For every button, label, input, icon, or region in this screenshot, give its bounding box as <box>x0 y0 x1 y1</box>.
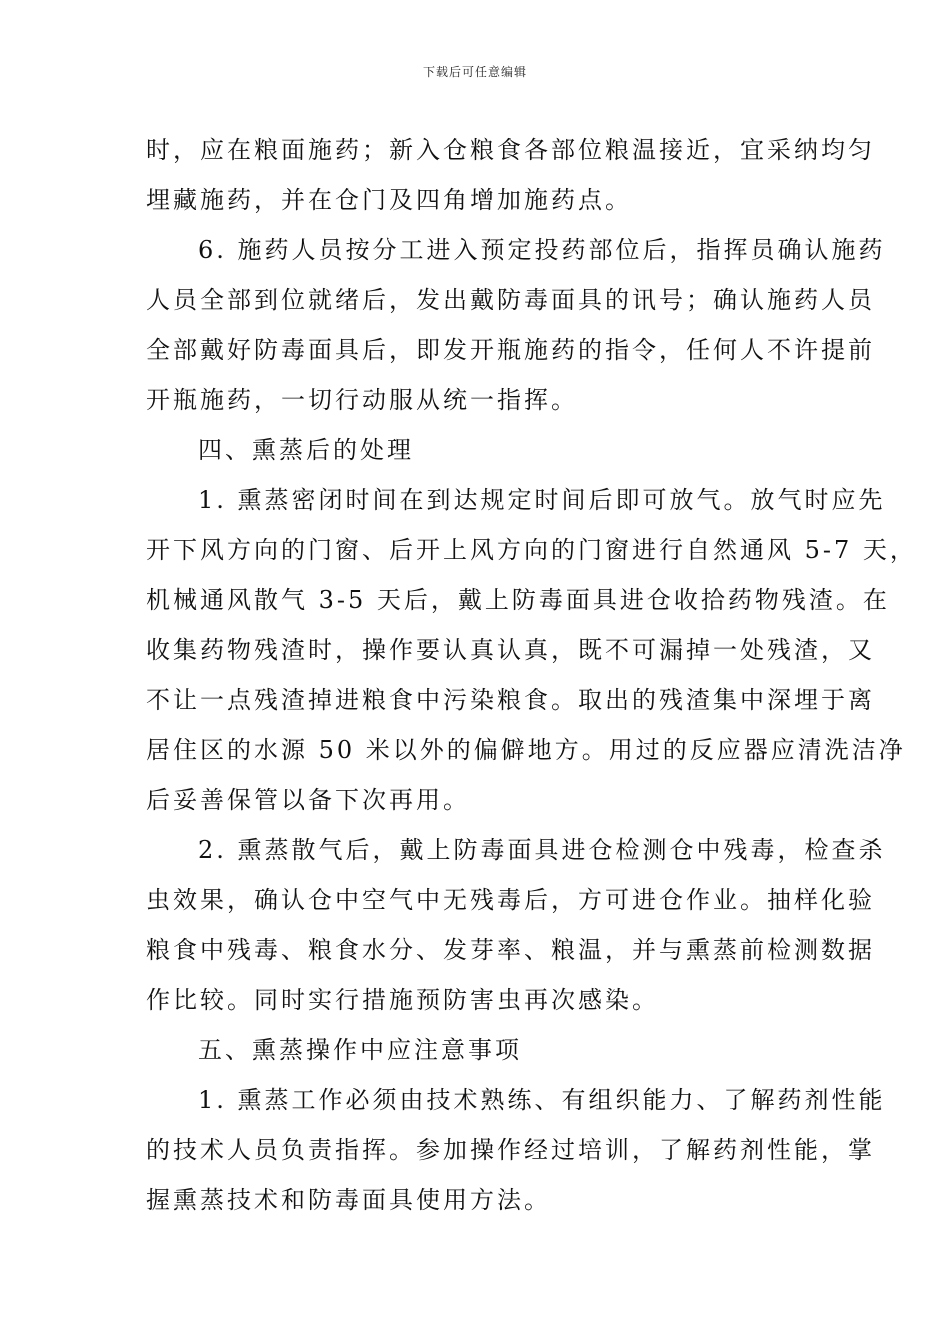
text-line: 机械通风散气 3-5 天后，戴上防毒面具进仓收拾药物残渣。在 <box>146 586 890 614</box>
text-line: 握熏蒸技术和防毒面具使用方法。 <box>146 1186 551 1214</box>
text-line: 1. 熏蒸密闭时间在到达规定时间后即可放气。放气时应先 <box>198 486 886 514</box>
text-line: 后妥善保管以备下次再用。 <box>146 786 470 814</box>
text-line: 人员全部到位就绪后，发出戴防毒面具的讯号；确认施药人员 <box>146 286 875 314</box>
text-line: 收集药物残渣时，操作要认真认真，既不可漏掉一处残渣，又 <box>146 636 875 664</box>
text-line: 1. 熏蒸工作必须由技术熟练、有组织能力、了解药剂性能 <box>198 1086 886 1114</box>
text-line: 不让一点残渣掉进粮食中污染粮食。取出的残渣集中深埋于离 <box>146 686 875 714</box>
section-heading: 五、熏蒸操作中应注意事项 <box>198 1036 522 1064</box>
text-line: 居住区的水源 50 米以外的偏僻地方。用过的反应器应清洗洁净 <box>146 736 906 764</box>
text-line: 的技术人员负责指挥。参加操作经过培训，了解药剂性能，掌 <box>146 1136 875 1164</box>
section-heading: 四、熏蒸后的处理 <box>198 436 414 464</box>
text-line: 开下风方向的门窗、后开上风方向的门窗进行自然通风 5-7 天， <box>146 536 917 564</box>
page-header: 下载后可任意编辑 <box>422 65 527 79</box>
text-line: 埋藏施药，并在仓门及四角增加施药点。 <box>146 186 632 214</box>
text-line: 全部戴好防毒面具后，即发开瓶施药的指令，任何人不许提前 <box>146 336 875 364</box>
text-line: 虫效果，确认仓中空气中无残毒后，方可进仓作业。抽样化验 <box>146 886 875 914</box>
text-line: 开瓶施药，一切行动服从统一指挥。 <box>146 386 578 414</box>
text-line: 2. 熏蒸散气后，戴上防毒面具进仓检测仓中残毒，检查杀 <box>198 836 886 864</box>
text-line: 粮食中残毒、粮食水分、发芽率、粮温，并与熏蒸前检测数据 <box>146 936 875 964</box>
text-line: 作比较。同时实行措施预防害虫再次感染。 <box>146 986 659 1014</box>
text-line: 6. 施药人员按分工进入预定投药部位后，指挥员确认施药 <box>198 236 886 264</box>
document-body <box>146 125 917 1225</box>
text-line: 时，应在粮面施药；新入仓粮食各部位粮温接近，宜采纳均匀 <box>146 136 875 164</box>
